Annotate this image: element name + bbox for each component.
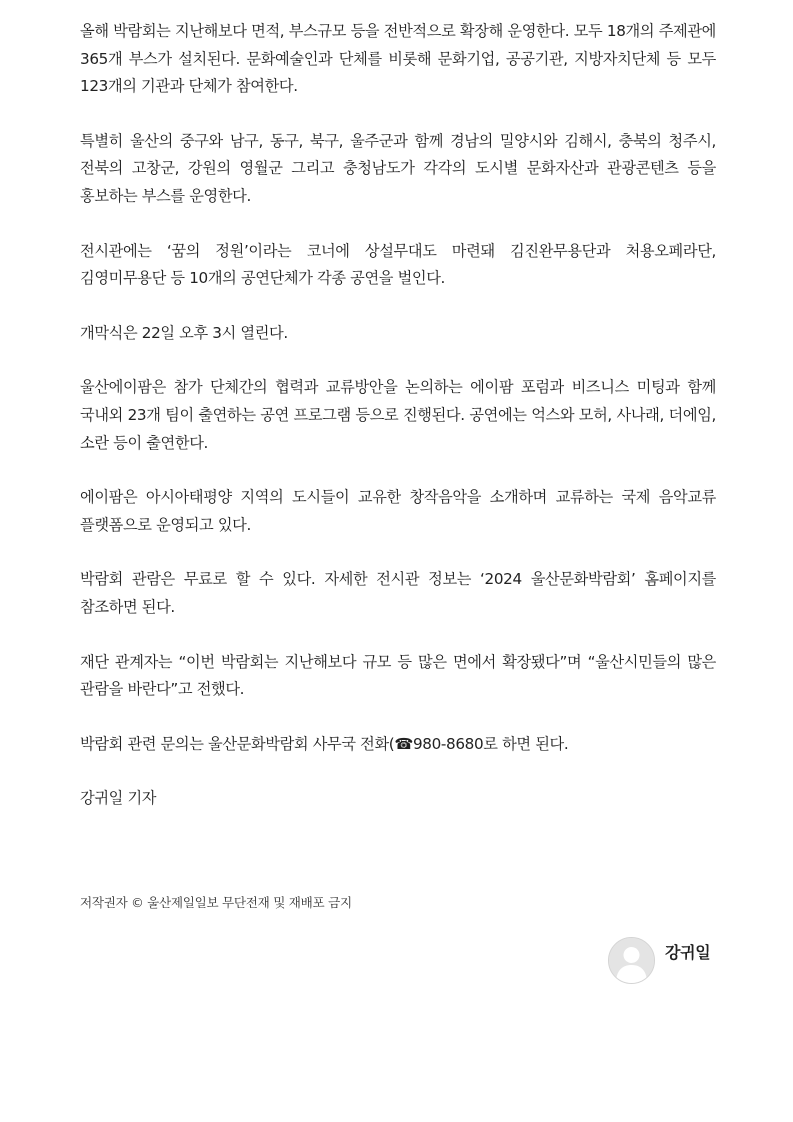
author-profile[interactable] bbox=[608, 935, 718, 985]
article-paragraph-9: 박람회 관련 문의는 울산문화박람회 사무국 전화(☎980-8680로 하면 된다. bbox=[80, 734, 569, 753]
article-body bbox=[80, 18, 716, 813]
user-avatar-icon[interactable] bbox=[608, 937, 655, 984]
article-paragraph-2: 특별히 울산의 중구와 남구, 동구, 북구, 울주군과 함께 경남의 밀양시와 김해시, 충북의 청주시, 전북의 고창군, 강원의 영월군 그리고 충청남도가 각각의 도시별 문화자산과 관광콘텐츠 등을 홍보하는 부스를 운영한다. bbox=[80, 131, 716, 205]
article-paragraph-1: 올해 박람회는 지난해보다 면적, 부스규모 등을 전반적으로 확장해 운영한다. 모두 18개의 주제관에 365개 부스가 설치된다. 문화예술인과 단체를 비롯해 문화기업, 공공기관, 지방자치단체 등 모두 123개의 기관과 단체가 참여한다. bbox=[80, 22, 716, 96]
copyright-notice: 저작권자 © 울산제일일보 무단전재 및 재배포 금지 bbox=[80, 895, 352, 910]
article-byline: 강귀일 기자 bbox=[80, 789, 157, 808]
article-paragraph-6: 에이팜은 아시아태평양 지역의 도시들이 교유한 창작음악을 소개하며 교류하는 국제 음악교류 플랫폼으로 운영되고 있다. bbox=[80, 488, 716, 534]
article-paragraph-5: 울산에이팜은 참가 단체간의 협력과 교류방안을 논의하는 에이팜 포럼과 비즈니스 미팅과 함께 국내외 23개 팀이 출연하는 공연 프로그램 등으로 진행된다. 공연에는 억스와 모허, 사나래, 더에임, 소란 등이 출연한다. bbox=[80, 378, 716, 452]
article-paragraph-7: 박람회 관람은 무료로 할 수 있다. 자세한 전시관 정보는 ‘2024 울산문화박람회’ 홈페이지를 참조하면 된다. bbox=[80, 570, 716, 616]
author-name[interactable]: 강귀일 bbox=[665, 943, 711, 962]
article-paragraph-4: 개막식은 22일 오후 3시 열린다. bbox=[80, 323, 288, 342]
article-paragraph-3: 전시관에는 ‘꿈의 정원’이라는 코너에 상설무대도 마련돼 김진완무용단과 처용오페라단, 김영미무용단 등 10개의 공연단체가 각종 공연을 벌인다. bbox=[80, 241, 716, 288]
article-paragraph-8: 재단 관계자는 “이번 박람회는 지난해보다 규모 등 많은 면에서 확장됐다”며 “울산시민들의 많은 관람을 바란다”고 전했다. bbox=[80, 652, 716, 699]
